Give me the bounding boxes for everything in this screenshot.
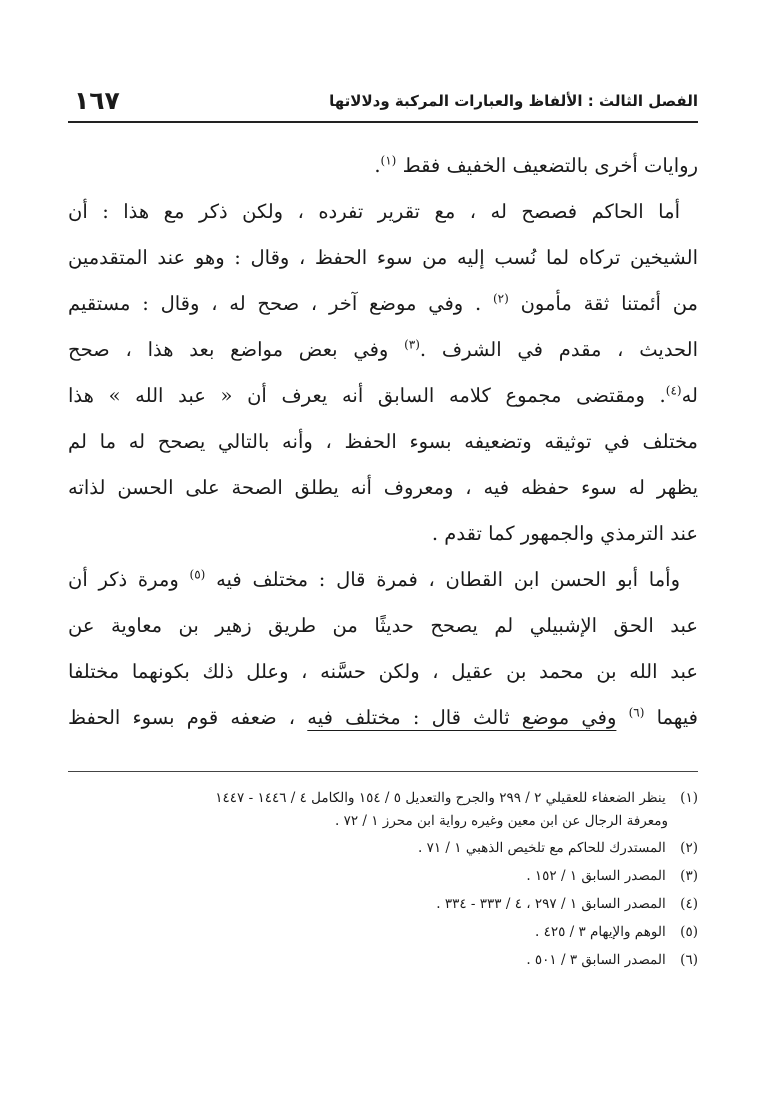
footnote-text: الوهم والإيهام ٣ / ٤٢٥ . — [534, 924, 666, 940]
text-line: وأما أبو الحسن ابن القطان ، فمرة قال : مختلف فيه $^{(٥)}$ ومرة ذكر أن — [68, 567, 680, 591]
footnote-text: ينظر الضعفاء للعقيلي ٢ / ٢٩٩ والجرح والتعديل ٥ / ١٥٤ والكامل ٤ / ١٤٤٦ - ١٤٤٧ — [215, 790, 666, 806]
text-line: عند الترمذي والجمهور كما تقدم . — [431, 522, 698, 545]
text-line: الشيخين تركاه لما نُسب إليه من سوء الحفظ ، وقال : وهو عند المتقدمين — [68, 246, 698, 269]
footnote-continuation: ومعرفة الرجال عن ابن معين وغيره رواية ابن محرز ١ / ٧٢ . — [335, 813, 668, 829]
text-line: فيهما $^{(٦)}$ وفي موضع ثالث قال : مختلف فيه ، ضعفه قوم بسوء الحفظ — [68, 705, 698, 729]
footnote-ref[interactable]: (٤) — [665, 383, 682, 398]
footnote-item — [68, 890, 698, 918]
footnote-item — [68, 862, 698, 890]
text-line: عبد الحق الإشبيلي لم يصحح حديثًا من طريق زهير بن معاوية عن — [68, 614, 698, 637]
footnote-number: (٣) — [680, 868, 698, 884]
chapter-title: الفصل الثالث : الألفاظ والعبارات المركبة ودلالاتها — [329, 92, 698, 110]
text-line: روايات أخرى بالتضعيف الخفيف فقط $^{(١)}$. — [374, 153, 698, 177]
footnote-text: المستدرك للحاكم مع تلخيص الذهبي ١ / ٧١ . — [418, 840, 666, 856]
footnote-number: (٢) — [680, 840, 698, 856]
footnote-separator — [68, 771, 698, 772]
footnote-item — [68, 918, 698, 946]
text-line: من أئمتنا ثقة مأمون $^{(٢)}$ . وفي موضع آخر ، صحح له ، وقال : مستقيم — [68, 291, 699, 315]
footnote-ref[interactable]: (٢) — [492, 291, 509, 306]
footnote-ref[interactable]: (٣) — [404, 337, 420, 352]
running-header — [68, 86, 698, 120]
text-line: يظهر له سوء حفظه فيه ، ومعروف أنه يطلق الصحة على الحسن لذاته — [68, 476, 698, 499]
footnote-item — [68, 834, 698, 862]
main-text — [68, 143, 698, 741]
header-rule — [68, 121, 698, 123]
text-line: الحديث ، مقدم في الشرف .$^{(٣)}$ وفي بعض مواضع بعد هذا ، صحح — [68, 337, 698, 361]
text-line: عبد الله بن محمد بن عقيل ، ولكن حسَّنه ، وعلل ذلك بكونهما مختلفا — [68, 660, 698, 683]
footnote-text: المصدر السابق ١ / ٢٩٧ ، ٤ / ٣٣٣ - ٣٣٤ . — [436, 896, 666, 912]
text-line: أما الحاكم فصصح له ، مع تقرير تفرده ، ولكن ذكر مع هذا : أن — [68, 200, 680, 223]
text-line: له$^{(٤)}$. ومقتضى مجموع كلامه السابق أنه يعرف أن « عبد الله » هذا — [68, 383, 698, 407]
footnote-text: المصدر السابق ١ / ١٥٢ . — [526, 868, 666, 884]
footnote-text: المصدر السابق ٣ / ٥٠١ . — [526, 952, 666, 968]
footnote-item — [68, 946, 698, 974]
footnote-ref[interactable]: (٦) — [628, 705, 645, 720]
footnote-ref[interactable]: (١) — [380, 153, 397, 168]
footnote-number: (٦) — [680, 952, 698, 968]
text-line: مختلف في توثيقه وتضعيفه بسوء الحفظ ، وأنه بالتالي يصحح له ما لم — [68, 430, 698, 453]
page-number: ١٦٧ — [74, 86, 120, 115]
footnote-number: (٥) — [680, 924, 698, 940]
footnote-number: (١) — [680, 790, 698, 806]
footnotes — [68, 784, 698, 974]
underlined-phrase: وفي موضع ثالث قال : مختلف فيه — [307, 706, 617, 729]
footnote-ref[interactable]: (٥) — [189, 567, 206, 582]
footnote-number: (٤) — [680, 896, 698, 912]
